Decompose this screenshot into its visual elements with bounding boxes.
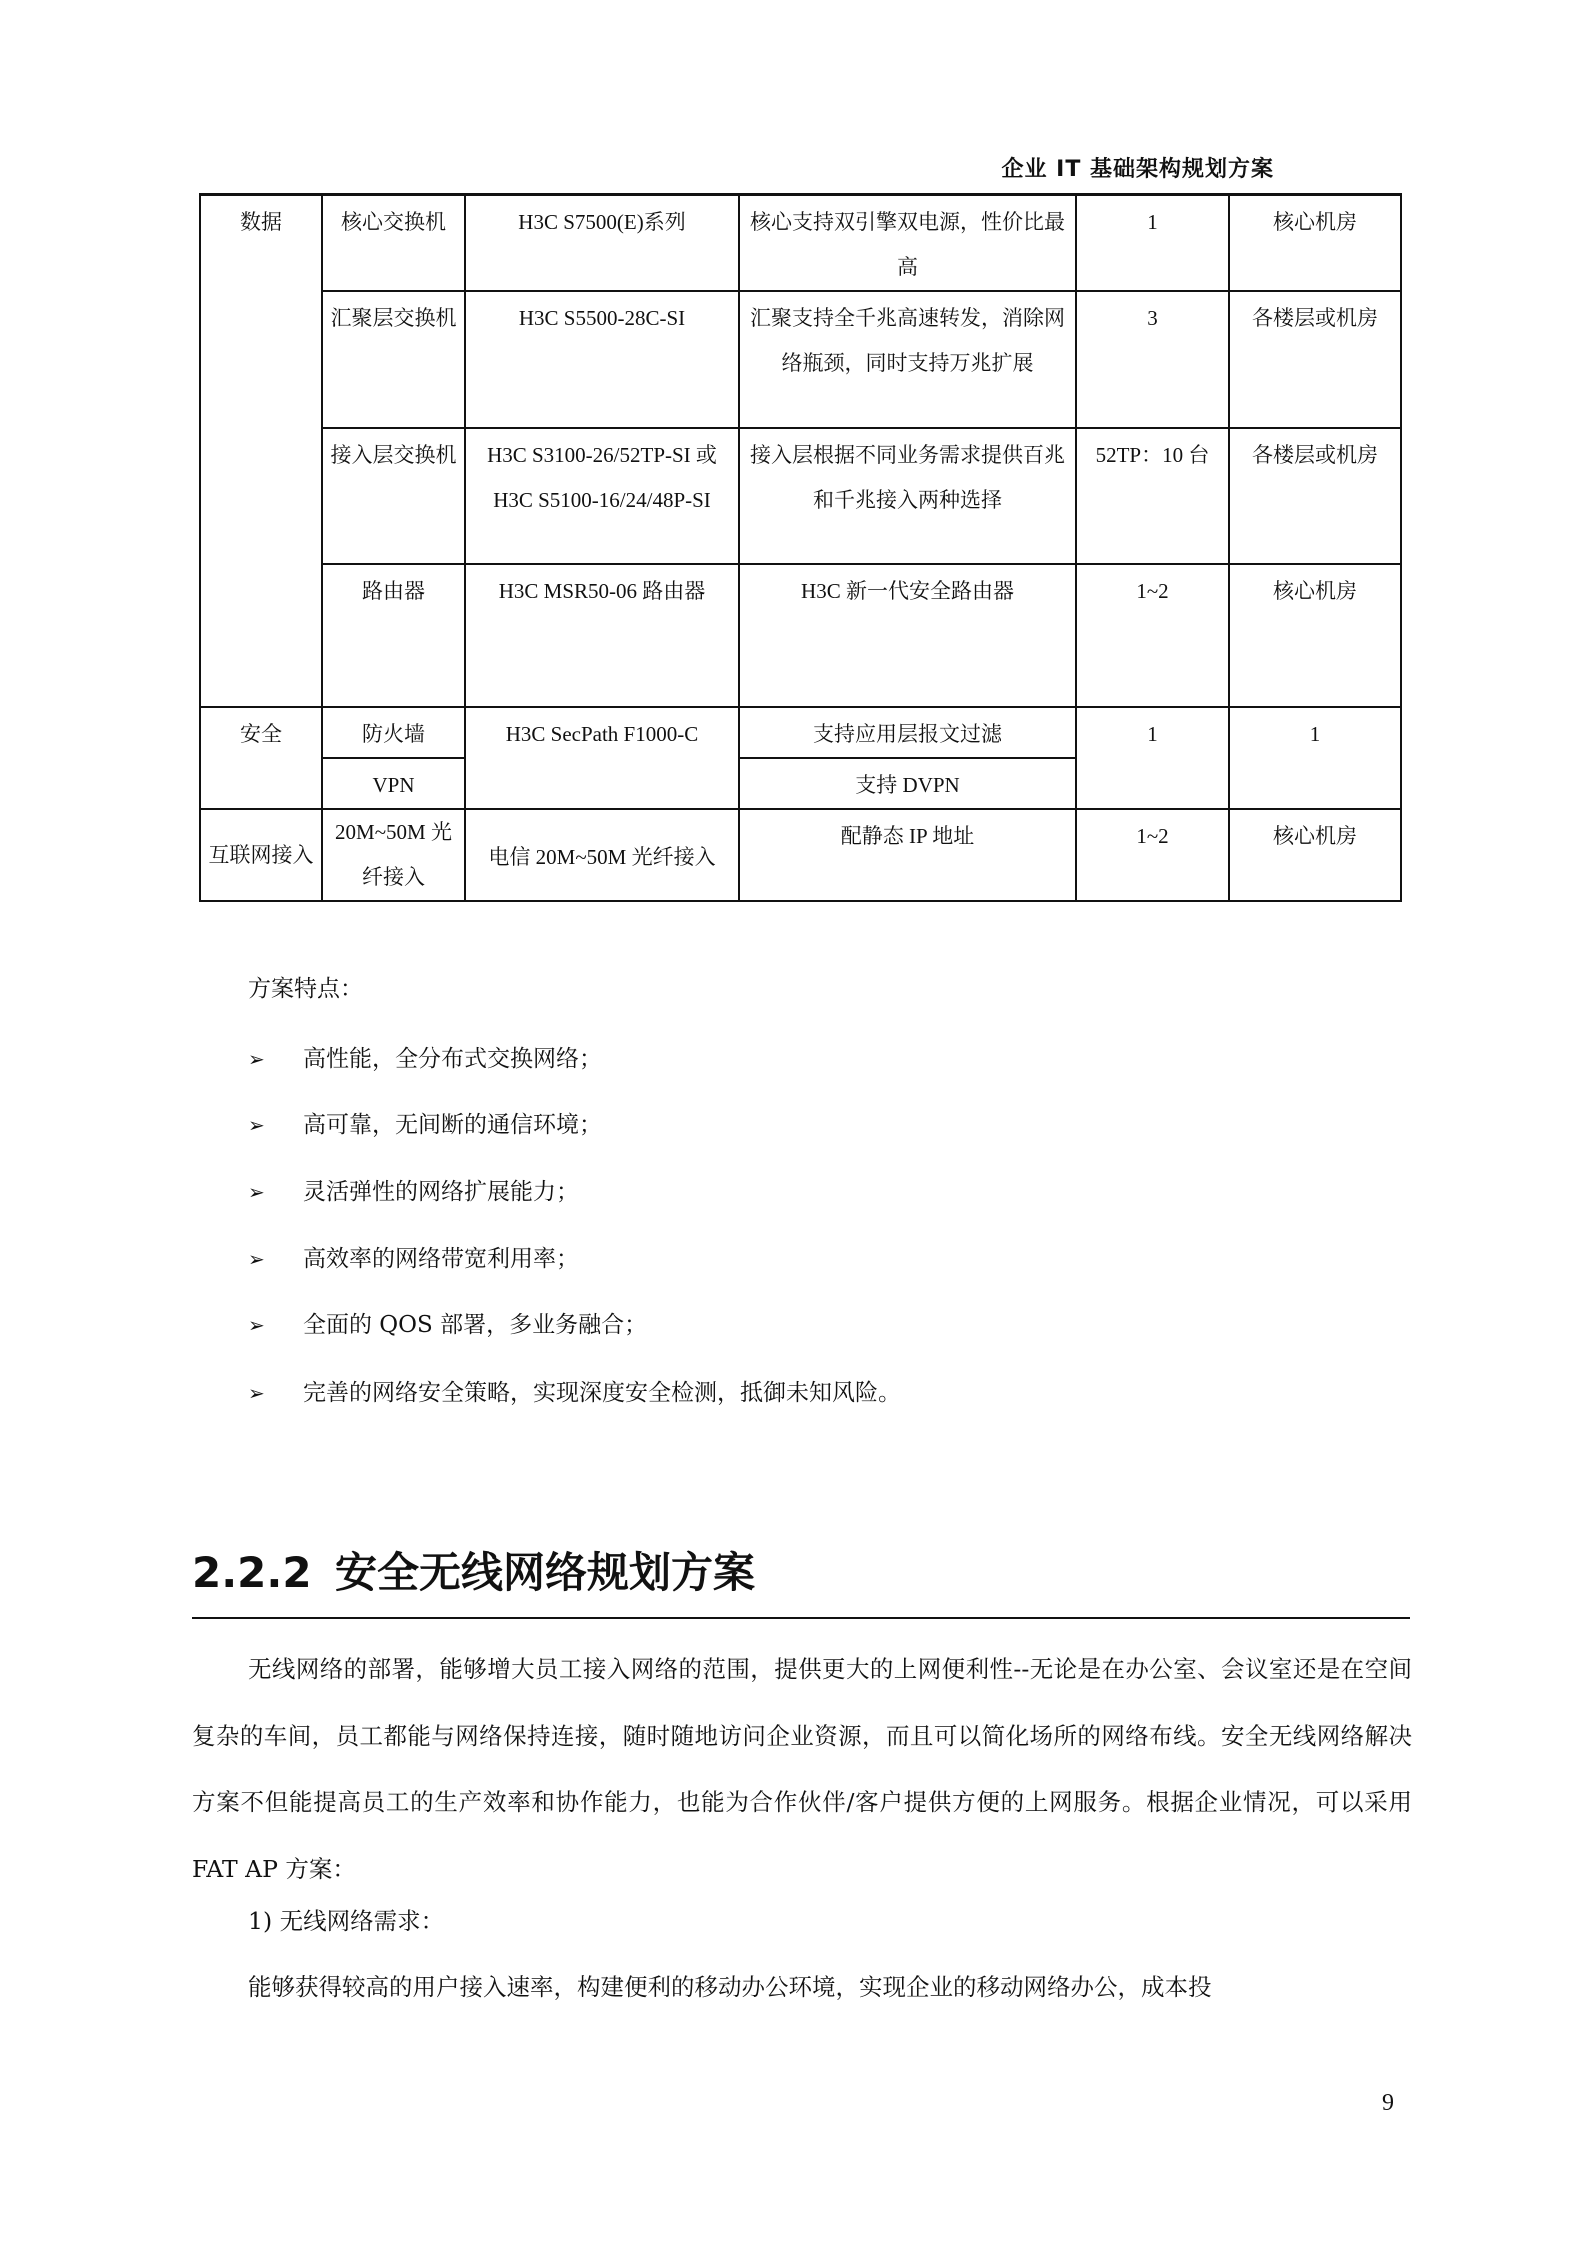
feature-item — [248, 1106, 602, 1139]
location-cell: 1 — [1229, 707, 1401, 809]
device-cell: 路由器 — [322, 564, 465, 707]
device-cell: 接入层交换机 — [322, 428, 465, 564]
body-paragraph: 无线网络的部署，能够增大员工接入网络的范围，提供更大的上网便利性--无论是在办公室、会议室还是在空间复杂的车间，员工都能与网络保持连接，随时随地访问企业资源，而且可以简化场所的网络布线。安全无线网络解决方案不但能提高员工的生产效率和协作能力，也能为合作伙伴/客户提供方便的上网服务。根据企业情况，可以采用 FAT AP 方案： — [192, 1655, 1412, 1883]
device-cell: 核心交换机 — [322, 195, 465, 292]
feature-text: 完善的网络安全策略，实现深度安全检测，抵御未知风险。 — [303, 1380, 901, 1406]
model-cell: H3C S5500-28C-SI — [465, 291, 739, 428]
feature-text: 高性能，全分布式交换网络； — [303, 1046, 602, 1072]
location-cell: 各楼层或机房 — [1229, 291, 1401, 428]
arrow-bullet-icon: ➢ — [248, 1113, 265, 1137]
location-cell: 核心机房 — [1229, 564, 1401, 707]
device-cell: 防火墙 — [322, 707, 465, 758]
equipment-table — [199, 193, 1402, 902]
device-cell: VPN — [322, 758, 465, 809]
qty-cell: 1~2 — [1076, 809, 1229, 901]
table-row — [200, 707, 1401, 758]
arrow-bullet-icon: ➢ — [248, 1313, 265, 1337]
feature-item — [248, 1040, 602, 1073]
location-cell: 各楼层或机房 — [1229, 428, 1401, 564]
table-row — [200, 195, 1401, 292]
arrow-bullet-icon: ➢ — [248, 1180, 265, 1204]
desc-cell: 核心支持双引擎双电源，性价比最高 — [739, 195, 1076, 292]
desc-cell: 支持应用层报文过滤 — [739, 707, 1076, 758]
body-paragraph-2: 能够获得较高的用户接入速率，构建便利的移动办公环境，实现企业的移动网络办公，成本投 — [248, 1973, 1212, 2001]
arrow-bullet-icon: ➢ — [248, 1247, 265, 1271]
section-title: 安全无线网络规划方案 — [335, 1548, 756, 1597]
model-cell: H3C S3100-26/52TP-SI 或 H3C S5100-16/24/48P-SI — [465, 428, 739, 564]
qty-cell: 52TP：10 台 — [1076, 428, 1229, 564]
qty-cell: 1 — [1076, 195, 1229, 292]
heading-rule — [192, 1617, 1410, 1619]
arrow-bullet-icon: ➢ — [248, 1047, 265, 1071]
category-cell: 安全 — [200, 707, 322, 809]
location-cell: 核心机房 — [1229, 195, 1401, 292]
location-cell: 核心机房 — [1229, 809, 1401, 901]
page-number: 9 — [1382, 2090, 1394, 2116]
desc-cell: 支持 DVPN — [739, 758, 1076, 809]
arrow-bullet-icon: ➢ — [248, 1381, 265, 1405]
section-number: 2.2.2 — [192, 1548, 312, 1597]
qty-cell: 1~2 — [1076, 564, 1229, 707]
feature-item — [248, 1306, 647, 1339]
model-cell: H3C SecPath F1000-C — [465, 707, 739, 809]
qty-cell: 1 — [1076, 707, 1229, 809]
feature-item — [248, 1173, 579, 1206]
model-cell: H3C S7500(E)系列 — [465, 195, 739, 292]
feature-text: 灵活弹性的网络扩展能力； — [303, 1179, 579, 1205]
qty-cell: 3 — [1076, 291, 1229, 428]
running-header: 企业 IT 基础架构规划方案 — [1001, 157, 1274, 182]
feature-item — [248, 1240, 579, 1273]
table-row — [200, 428, 1401, 564]
device-cell: 汇聚层交换机 — [322, 291, 465, 428]
feature-text: 全面的 QOS 部署，多业务融合； — [303, 1312, 648, 1338]
feature-text: 高可靠，无间断的通信环境； — [303, 1112, 602, 1138]
features-label: 方案特点： — [248, 976, 363, 1002]
table-row — [200, 564, 1401, 707]
section-heading — [192, 1540, 755, 1600]
model-cell: H3C MSR50-06 路由器 — [465, 564, 739, 707]
desc-cell: 配静态 IP 地址 — [739, 809, 1076, 901]
desc-cell: H3C 新一代安全路由器 — [739, 564, 1076, 707]
desc-cell: 接入层根据不同业务需求提供百兆和千兆接入两种选择 — [739, 428, 1076, 564]
category-cell: 互联网接入 — [200, 809, 322, 901]
feature-item — [248, 1374, 901, 1407]
model-cell: 电信 20M~50M 光纤接入 — [465, 809, 739, 901]
subheading: 1) 无线网络需求： — [248, 1907, 445, 1935]
device-cell: 20M~50M 光纤接入 — [322, 809, 465, 901]
desc-cell: 汇聚支持全千兆高速转发，消除网络瓶颈，同时支持万兆扩展 — [739, 291, 1076, 428]
table-row — [200, 809, 1401, 901]
category-cell: 数据 — [200, 195, 322, 708]
table-row — [200, 291, 1401, 428]
feature-text: 高效率的网络带宽利用率； — [303, 1246, 579, 1272]
